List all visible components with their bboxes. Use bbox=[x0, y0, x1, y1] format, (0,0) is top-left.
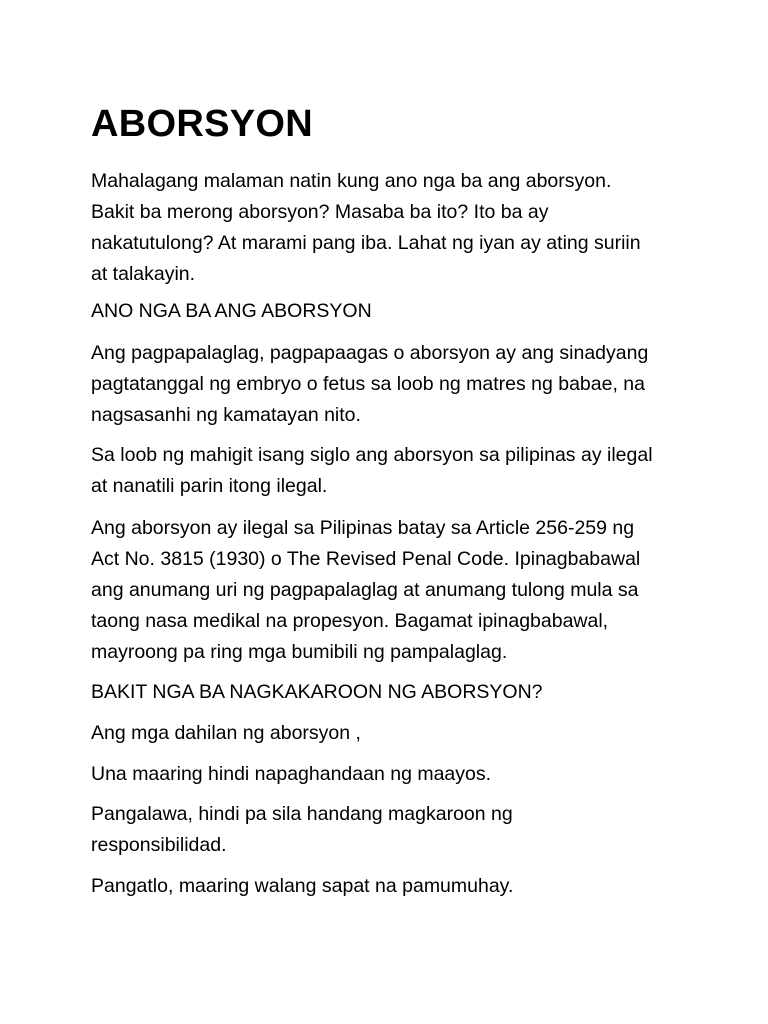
paragraph-line: at talakayin. bbox=[91, 263, 196, 285]
paragraph-line: Bakit ba merong aborsyon? Masaba ba ito? Ito ba ay bbox=[91, 201, 549, 223]
paragraph-line: Pangatlo, maaring walang sapat na pamumuhay. bbox=[91, 875, 514, 897]
paragraph-line: pagtatanggal ng embryo o fetus sa loob ng matres ng babae, na bbox=[91, 373, 645, 395]
heading-line: ANO NGA BA ANG ABORSYON bbox=[91, 300, 372, 322]
section-heading-what-is bbox=[91, 296, 691, 327]
document-title: ABORSYON bbox=[91, 103, 313, 145]
paragraph-line: Pangalawa, hindi pa sila handang magkaroon ng bbox=[91, 803, 513, 825]
history-paragraph bbox=[91, 440, 691, 502]
paragraph-line: ang anumang uri ng pagpapalaglag at anumang tulong mula sa bbox=[91, 579, 639, 601]
paragraph-line: taong nasa medikal na propesyon. Bagamat ipinagbabawal, bbox=[91, 610, 609, 632]
heading-line: BAKIT NGA BA NAGKAKAROON NG ABORSYON? bbox=[91, 681, 543, 703]
paragraph-line: nakatutulong? At marami pang iba. Lahat ng iyan ay ating suriin bbox=[91, 232, 641, 254]
paragraph-line: Ang pagpapalaglag, pagpapaagas o aborsyon ay ang sinadyang bbox=[91, 342, 649, 364]
paragraph-line: Una maaring hindi napaghandaan ng maayos. bbox=[91, 763, 492, 785]
paragraph-line: Sa loob ng mahigit isang siglo ang aborsyon sa pilipinas ay ilegal bbox=[91, 444, 653, 466]
paragraph-line: Ang mga dahilan ng aborsyon , bbox=[91, 722, 361, 744]
reason-third bbox=[91, 871, 691, 902]
paragraph-line: Mahalagang malaman natin kung ano nga ba ang aborsyon. bbox=[91, 170, 612, 192]
paragraph-line: mayroong pa ring mga bumibili ng pampalaglag. bbox=[91, 641, 508, 663]
section-heading-why bbox=[91, 677, 691, 708]
paragraph-line: Act No. 3815 (1930) o The Revised Penal Code. Ipinagbabawal bbox=[91, 548, 641, 570]
paragraph-line: at nanatili parin itong ilegal. bbox=[91, 475, 328, 497]
intro-paragraph bbox=[91, 166, 691, 290]
definition-paragraph bbox=[91, 338, 691, 431]
reason-first bbox=[91, 759, 691, 790]
reason-second bbox=[91, 799, 691, 861]
paragraph-line: Ang aborsyon ay ilegal sa Pilipinas batay sa Article 256-259 ng bbox=[91, 517, 635, 539]
paragraph-line: responsibilidad. bbox=[91, 834, 227, 856]
legal-paragraph bbox=[91, 513, 691, 668]
paragraph-line: nagsasanhi ng kamatayan nito. bbox=[91, 404, 361, 426]
reasons-intro bbox=[91, 718, 691, 749]
